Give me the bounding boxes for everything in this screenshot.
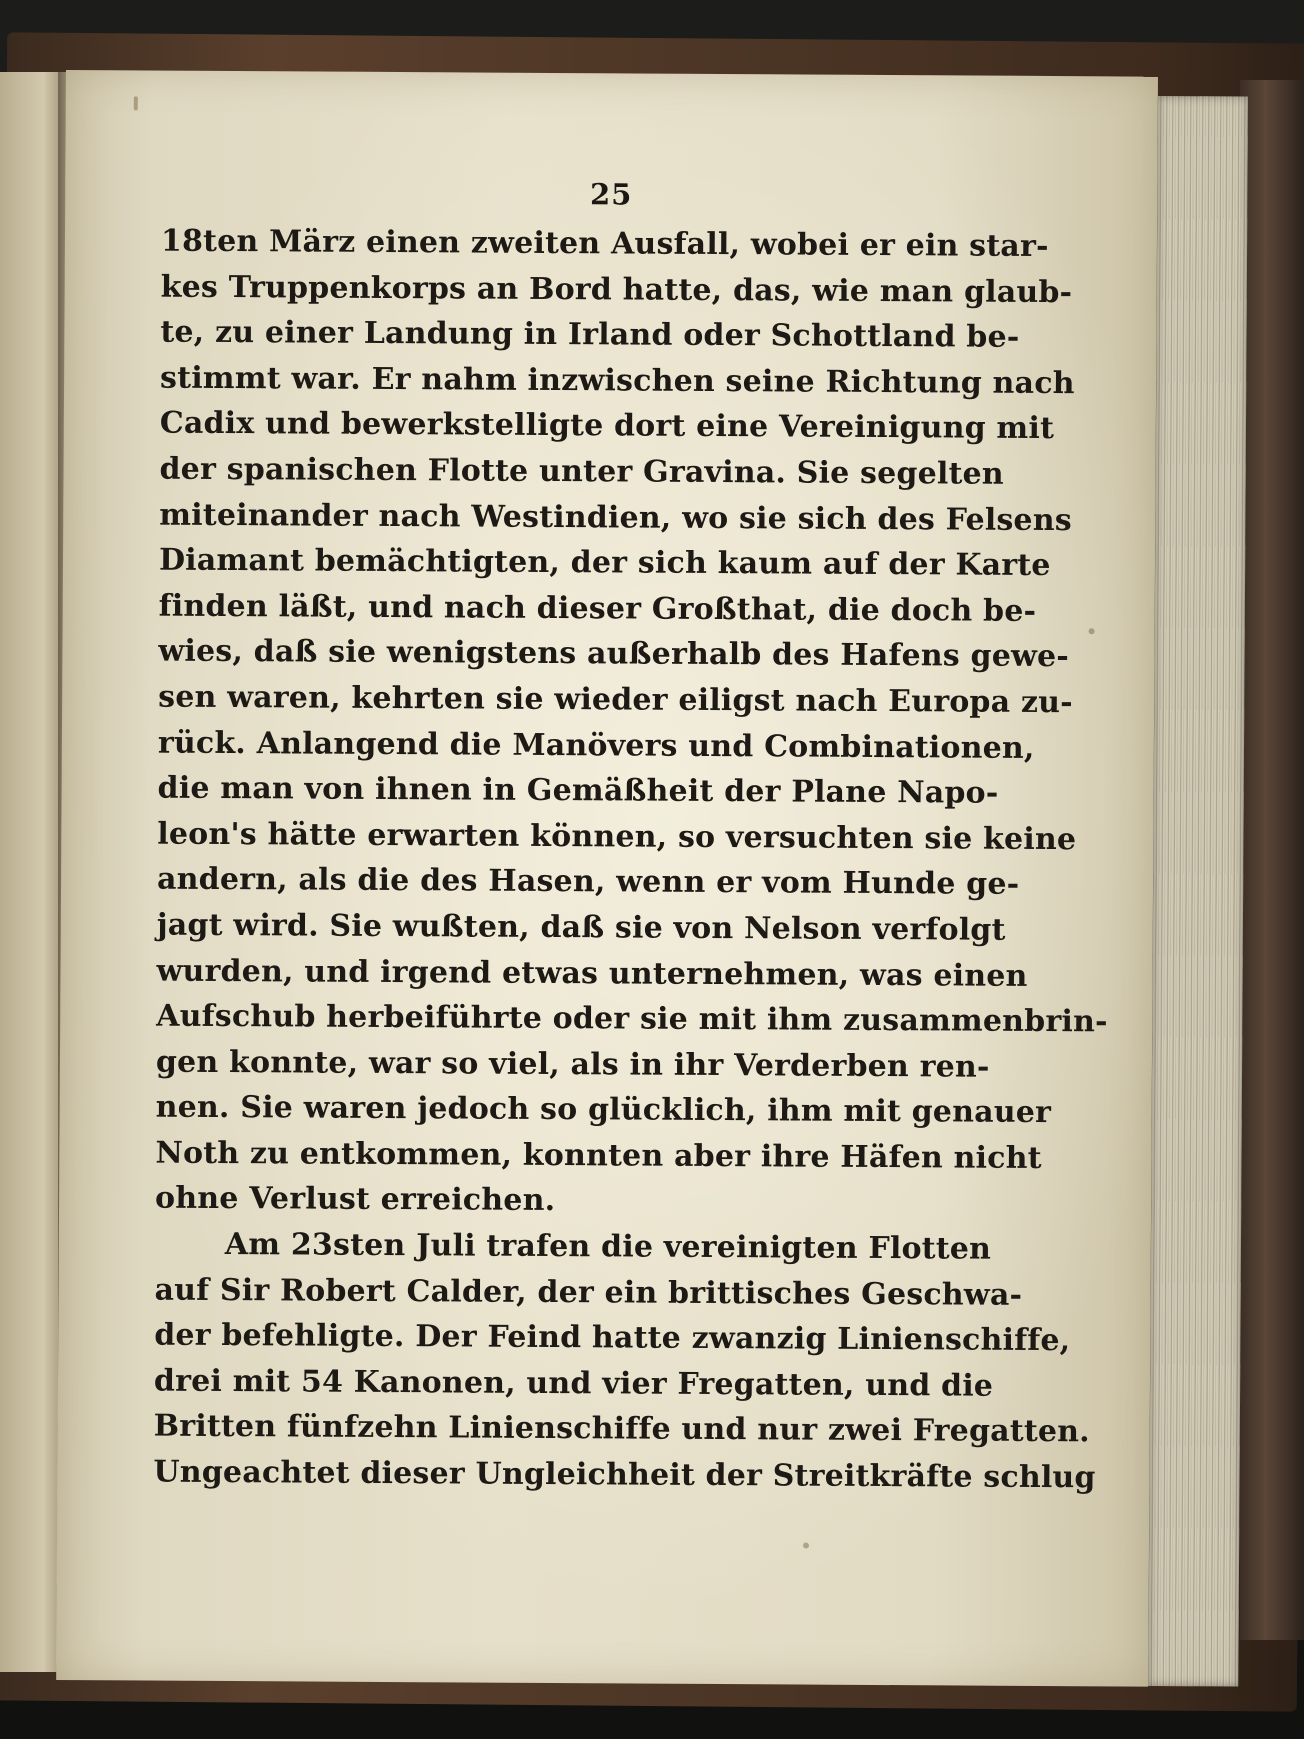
text-line: nen. Sie waren jedoch so glücklich, ihm mit genauer — [155, 1089, 1052, 1131]
text-line: te, zu einer Landung in Irland oder Schottland be- — [160, 314, 1020, 356]
text-line: finden läßt, und nach dieser Großthat, die doch be- — [158, 588, 1037, 629]
paper-spot — [1089, 628, 1095, 634]
text-line: Diamant bemächtigten, der sich kaum auf der Karte — [158, 542, 1051, 584]
book-cover-edge — [1240, 80, 1304, 1640]
text-line: leon's hätte erwarten können, so versuchten sie keine — [157, 816, 1077, 857]
text-line: gen konnte, war so viel, als in ihr Verderben ren- — [155, 1044, 990, 1085]
body-text — [153, 219, 1108, 1501]
text-line: kes Truppenkorps an Bord hatte, das, wie man glaub- — [160, 269, 1073, 310]
text-line: Cadix und bewerkstelligte dort eine Vereinigung mit — [159, 405, 1055, 447]
paper-mark — [134, 96, 138, 110]
text-line: die man von ihnen in Gemäßheit der Plane Napo- — [157, 770, 999, 811]
text-line: Noth zu entkommen, konnten aber ihre Häfen nicht — [155, 1135, 1042, 1176]
page-block-edges — [1148, 96, 1248, 1687]
text-line: 18ten März einen zweiten Ausfall, wobei er ein star- — [160, 223, 1049, 265]
book-page — [56, 70, 1158, 1687]
text-line: Ungeachtet dieser Ungleichheit der Streitkräfte schlug — [153, 1454, 1096, 1496]
text-line: miteinander nach Westindien, wo sie sich des Felsens — [159, 497, 1072, 538]
text-line: rück. Anlangend die Manövers und Combinationen, — [157, 725, 1035, 766]
paragraph-start-line: Am 23sten Juli trafen die vereinigten Flotten — [224, 1227, 992, 1267]
text-line: der spanischen Flotte unter Gravina. Sie segelten — [159, 451, 1004, 492]
text-line: wurden, und irgend etwas unternehmen, was einen — [156, 953, 1028, 994]
text-line: jagt wird. Sie wußten, daß sie von Nelson verfolgt — [156, 907, 1006, 948]
text-line: auf Sir Robert Calder, der ein brittisches Geschwa- — [154, 1272, 1023, 1313]
text-line: Britten fünfzehn Linienschiffe und nur zwei Fregatten. — [153, 1408, 1090, 1450]
text-line: Aufschub herbeiführte oder sie mit ihm zusammenbrin- — [156, 998, 1108, 1040]
text-line: der befehligte. Der Feind hatte zwanzig Linienschiffe, — [154, 1317, 1071, 1359]
paper-spot — [803, 1543, 809, 1549]
text-line: sen waren, kehrten sie wieder eiligst nach Europa zu- — [158, 679, 1073, 721]
facing-page-edge — [0, 72, 64, 1672]
page-number: 25 — [589, 177, 633, 212]
paragraph-end-line: ohne Verlust erreichen. — [155, 1181, 556, 1219]
text-line: drei mit 54 Kanonen, und vier Fregatten, und die — [153, 1363, 994, 1404]
text-line: wies, daß sie wenigstens außerhalb des Hafens gewe- — [158, 633, 1070, 675]
text-line: andern, als die des Hasen, wenn er vom Hunde ge- — [156, 861, 1020, 903]
text-line: stimmt war. Er nahm inzwischen seine Richtung nach — [160, 360, 1075, 401]
